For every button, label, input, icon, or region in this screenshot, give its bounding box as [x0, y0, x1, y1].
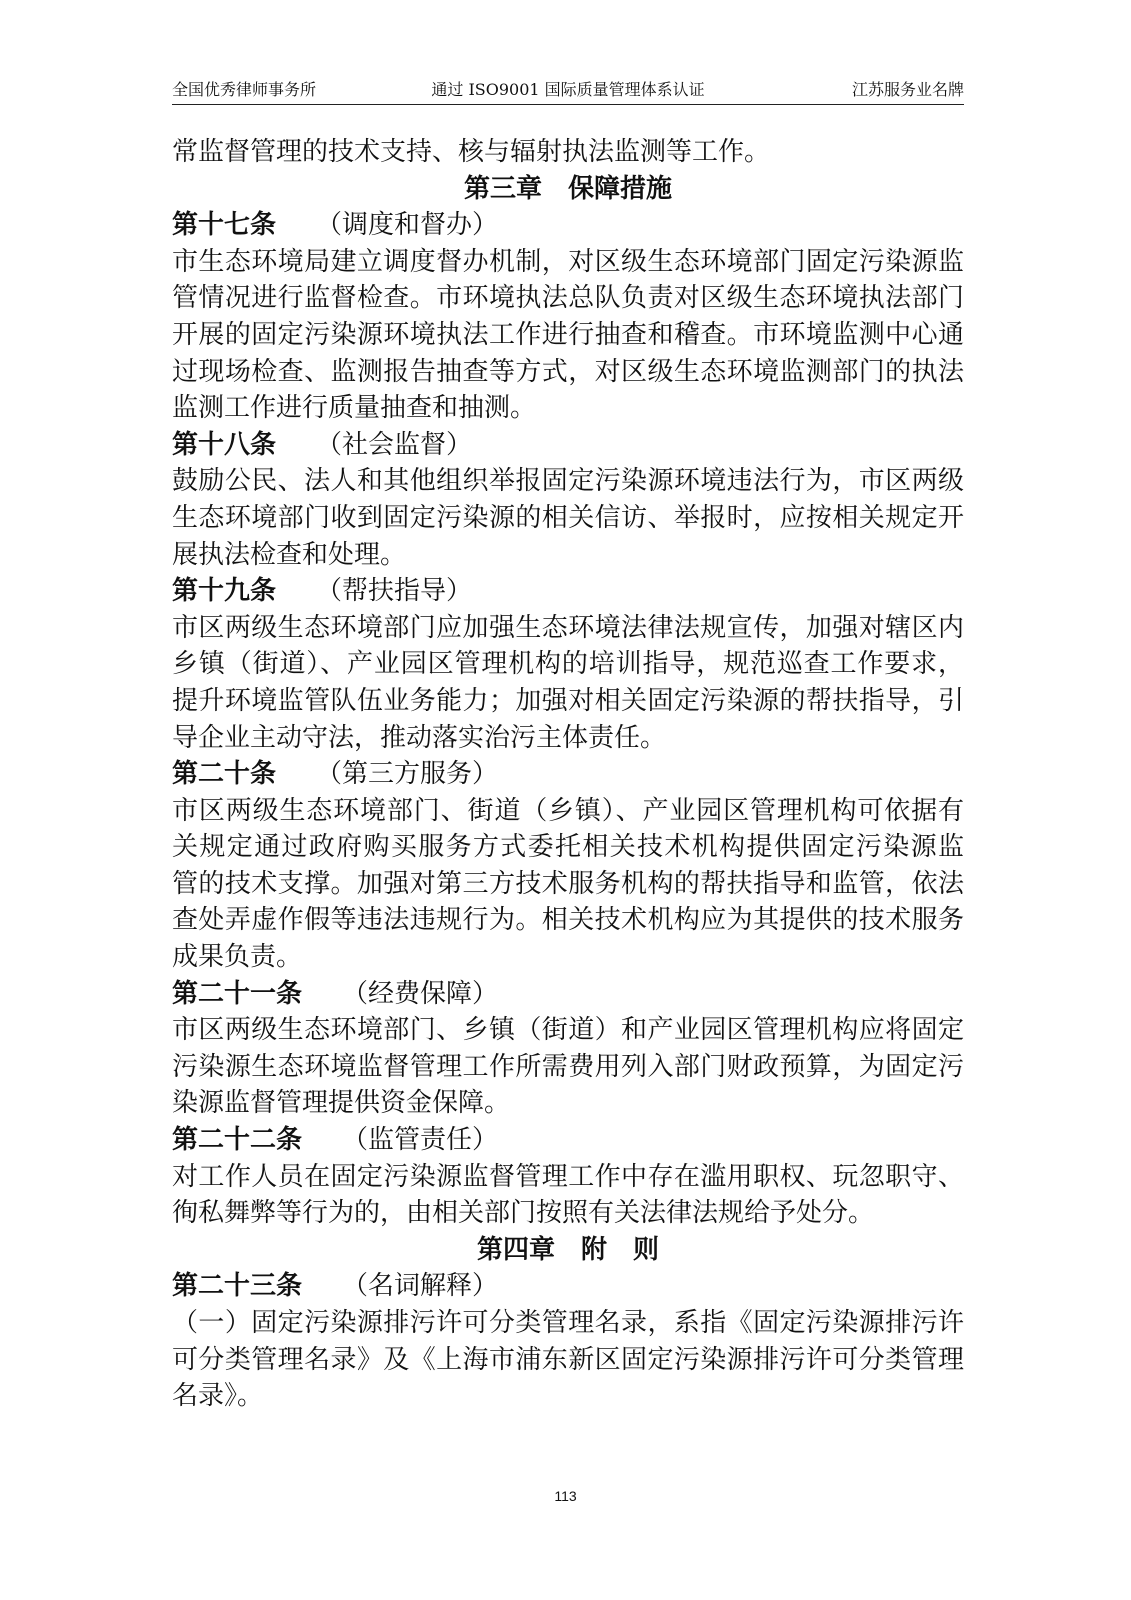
chapter-4-number: 第四章	[476, 1234, 555, 1265]
article-23-title: （名词解释）	[342, 1271, 499, 1302]
article-19-line: 导企业主动守法，推动落实治污主体责任。	[172, 722, 667, 753]
article-23-line: 可分类管理名录》及《上海市浦东新区固定污染源排污许可分类管理	[172, 1344, 964, 1375]
chapter-3-heading	[172, 171, 964, 208]
article-23-heading	[172, 1268, 964, 1305]
article-23-number: 第二十三条	[172, 1271, 303, 1302]
article-19	[172, 573, 964, 756]
article-18-heading	[172, 427, 964, 464]
article-19-number: 第十九条	[172, 576, 277, 607]
header-firm-name: 全国优秀律师事务所	[172, 80, 317, 99]
chapter-3-title: 保障措施	[568, 173, 673, 204]
article-22-line: 徇私舞弊等行为的，由相关部门按照有关法律法规给予处分。	[172, 1198, 875, 1229]
article-17-line: 过现场检查、监测报告抽查等方式，对区级生态环境监测部门的执法	[172, 356, 964, 387]
article-21-line: 污染源生态环境监督管理工作所需费用列入部门财政预算，为固定污	[172, 1051, 964, 1082]
article-21-heading	[172, 976, 964, 1013]
document-body	[172, 134, 964, 1415]
article-20-heading	[172, 756, 964, 793]
article-22-title: （监管责任）	[342, 1125, 499, 1156]
article-17-number: 第十七条	[172, 210, 277, 241]
article-22-number: 第二十二条	[172, 1125, 303, 1156]
chapter-4-title: 附 则	[581, 1234, 660, 1265]
article-21	[172, 976, 964, 1122]
header-brand: 江苏服务业名牌	[851, 80, 964, 99]
article-20-number: 第二十条	[172, 759, 277, 790]
article-21-title: （经费保障）	[342, 978, 499, 1009]
article-20-line: 查处弄虚作假等违法违规行为。相关技术机构应为其提供的技术服务	[172, 905, 964, 936]
article-23-line: （一）固定污染源排污许可分类管理名录，系指《固定污染源排污许	[172, 1308, 964, 1338]
article-20	[172, 756, 964, 976]
article-18-line: 生态环境部门收到固定污染源的相关信访、举报时，应按相关规定开	[172, 502, 964, 533]
article-17-heading	[172, 207, 964, 244]
article-23	[172, 1268, 964, 1414]
article-22-heading	[172, 1122, 964, 1159]
article-18-number: 第十八条	[172, 429, 277, 460]
page-header	[172, 78, 964, 105]
article-17-line: 开展的固定污染源环境执法工作进行抽查和稽查。市环境监测中心通	[172, 319, 964, 350]
article-17	[172, 207, 964, 427]
article-19-line: 市区两级生态环境部门应加强生态环境法律法规宣传，加强对辖区内	[172, 612, 964, 643]
article-17-title: （调度和督办）	[316, 210, 499, 241]
article-17-line: 监测工作进行质量抽查和抽测。	[172, 393, 537, 424]
article-19-line: 乡镇（街道）、产业园区管理机构的培训指导，规范巡查工作要求，	[172, 649, 964, 680]
article-22-line: 对工作人员在固定污染源监督管理工作中存在滥用职权、玩忽职守、	[172, 1161, 964, 1192]
article-19-heading	[172, 573, 964, 610]
page-number: 113	[554, 1488, 577, 1504]
article-22	[172, 1122, 964, 1232]
article-20-line: 管的技术支撑。加强对第三方技术服务机构的帮扶指导和监管，依法	[172, 868, 964, 899]
continued-paragraph-line: 常监督管理的技术支持、核与辐射执法监测等工作。	[172, 137, 771, 167]
article-17-line: 管情况进行监督检查。市环境执法总队负责对区级生态环境执法部门	[172, 283, 964, 314]
article-18-title: （社会监督）	[316, 429, 473, 460]
article-20-title: （第三方服务）	[316, 759, 499, 790]
article-23-line: 名录》。	[172, 1381, 264, 1412]
article-21-line: 市区两级生态环境部门、乡镇（街道）和产业园区管理机构应将固定	[172, 1015, 964, 1046]
article-21-line: 染源监督管理提供资金保障。	[172, 1088, 511, 1119]
article-20-line: 市区两级生态环境部门、街道（乡镇）、产业园区管理机构可依据有	[172, 795, 964, 826]
article-20-line: 关规定通过政府购买服务方式委托相关技术机构提供固定污染源监	[172, 832, 964, 863]
article-18-line: 展执法检查和处理。	[172, 539, 407, 570]
article-19-line: 提升环境监管队伍业务能力；加强对相关固定污染源的帮扶指导，引	[172, 685, 964, 716]
article-18	[172, 427, 964, 573]
header-certification: 通过 ISO9001 国际质量管理体系认证	[431, 80, 705, 99]
article-18-line: 鼓励公民、法人和其他组织举报固定污染源环境违法行为，市区两级	[172, 466, 964, 497]
article-21-number: 第二十一条	[172, 978, 303, 1009]
article-19-title: （帮扶指导）	[316, 576, 473, 607]
chapter-3-number: 第三章	[463, 173, 542, 204]
article-17-line: 市生态环境局建立调度督办机制，对区级生态环境部门固定污染源监	[172, 246, 964, 277]
article-20-line: 成果负责。	[172, 942, 303, 973]
chapter-4-heading	[172, 1232, 964, 1269]
